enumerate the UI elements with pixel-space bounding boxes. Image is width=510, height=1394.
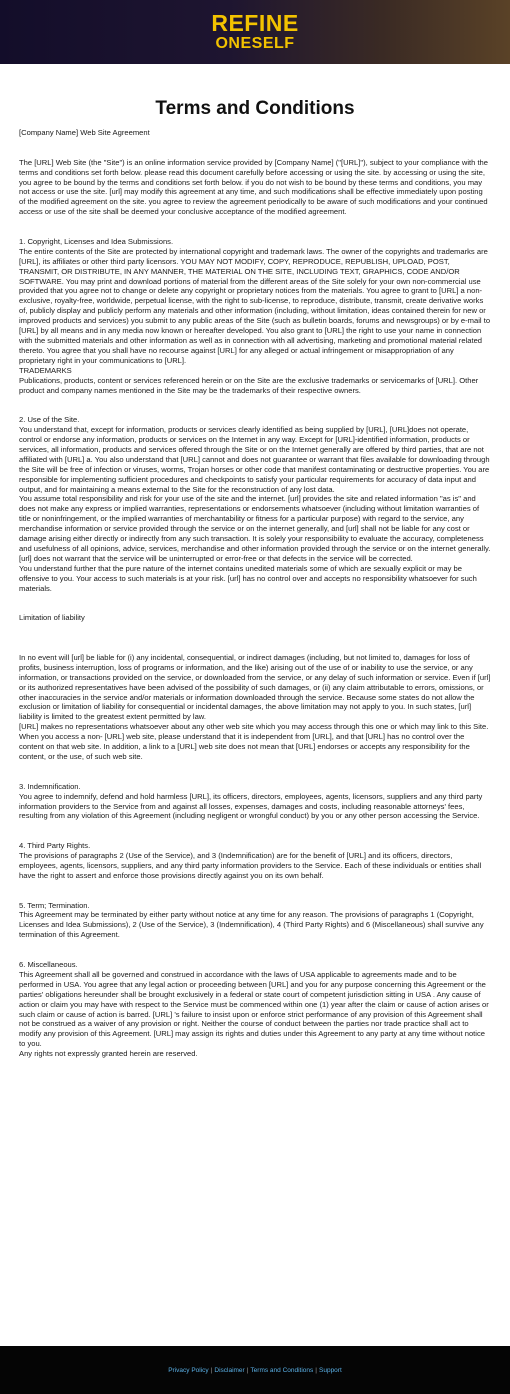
footer-link-privacy-policy[interactable]: Privacy Policy: [168, 1366, 209, 1374]
page-title: Terms and Conditions: [155, 98, 355, 119]
liability-heading: Limitation of liability: [19, 613, 85, 623]
closing-statement: Any rights not expressly granted herein are reserved.: [19, 1049, 198, 1059]
intro-paragraph: The [URL] Web Site (the "Site") is an online information service provided by [Company Name] ("[URL]"), subject to your compliance with the terms and conditions set forth below. please read this document carefully before accessing or using the site. by accessing or using the site, you agree to be bound by the terms and conditions set forth below. if you do not wish to be bound by these terms and conditions, you may not access or use the site. [url] may modify this agreement at any time, and such modifications shall be effective immediately upon posting of the modified agreement on the site. you agree to review the agreement periodically to be aware of such modifications and your continued access or use of the site shall be deemed your conclusive acceptance of the modified agreement.: [19, 157, 488, 217]
section-6-body: This Agreement shall all be governed and construed in accordance with the laws of USA applicable to agreements made and to be performed in USA. You agree that any legal action or proceeding between [URL] and you for any purpose concerning this Agreement or the parties' obligations hereunder shall be brought exclusively in a federal or state court of competent jurisdiction sitting in USA . Any cause of action or claim you may have with respect to the Service must be commenced within one (1) year after the claim or cause of action arises or such claim or cause of action is barred. [URL] 's failure to insist upon or enforce strict performance of any provision of this Agreement shall not be construed as a waiver of any provision or right. Neither the course of conduct between the parties nor trade practice shall act to modify any provision of this Agreement. [URL] may assign its rights and duties under this Agreement to any party at any time without notice to you.: [19, 969, 489, 1049]
footer-separator: |: [210, 1366, 213, 1374]
section-5-heading: 5. Term; Termination.: [19, 900, 90, 910]
section-3-body: You agree to indemnify, defend and hold harmless [URL], its officers, directors, employees, agents, licensors, suppliers and any third party information providers to the Service from and against all losses, expenses, damages and costs, including reasonable attorneys' fees, resulting from any violation of this Agreement (including negligent or wrongful conduct) by you or any other person accessing the Service.: [19, 791, 483, 821]
section-4-heading: 4. Third Party Rights.: [19, 841, 91, 851]
section-5-body: This Agreement may be terminated by either party without notice at any time for any reason. The provisions of paragraphs 1 (Copyright, Licenses and Idea Submissions), 2 (Use of the Service), 3 (Indemnification), 4 (Third Party Rights) and 6 (Miscellaneous) shall survive any termination of this Agreement.: [19, 910, 484, 940]
liability-body-2: [URL] makes no representations whatsoever about any other web site which you may access through this one or which may link to this Site. When you access a non- [URL] web site, please understand that it is independent from [URL], and that [URL] has no control over the content on that web site. In addition, a link to a [URL] web site does not mean that [URL] endorses or accepts any responsibility for the content, or the use, of such web site.: [19, 722, 489, 761]
section-2-body-3: You understand further that the pure nature of the internet contains unedited materials some of which are sexually explicit or may be offensive to you. Your access to such materials is at your risk. [url] has no control over and accepts no responsibility whatsoever for such materials.: [19, 563, 477, 593]
logo-text-line2: ONESELF: [215, 35, 295, 52]
brand-logo[interactable]: [211, 12, 298, 52]
section-4-body: The provisions of paragraphs 2 (Use of the Service), and 3 (Indemnification) are for the benefit of [URL] and its officers, directors, employees, agents, licensors, suppliers, and any third party information providers to the Service. Each of these individuals or entities shall have the right to assert and enforce those provisions directly against you on its own behalf.: [19, 851, 482, 880]
section-1-body: The entire contents of the Site are protected by international copyright and trademark laws. The owner of the copyrights and trademarks are [URL], its affiliates or other third party licensors. YOU MAY NOT MODIFY, COPY, REPRODUCE, REPUBLISH, UPLOAD, POST, TRANSMIT, OR DISTRIBUTE, IN ANY MANNER, THE MATERIAL ON THE SITE, INCLUDING TEXT, GRAPHICS, CODE AND/OR SOFTWARE. You may print and download portions of material from the different areas of the Site solely for your own non-commercial use provided that you agree not to change or delete any copyright or proprietary notices from the materials. You agree to grant to [URL] a non-exclusive, royalty-free, worldwide, perpetual license, with the right to sub-license, to reproduce, distribute, transmit, create derivative works of, publicly display and publicly perform any materials and other information (including, without limitation, ideas contained therein for new or improved products and services) you submit to any public areas of the Site (such as bulletin boards, forums and newsgroups) or by e-mail to [URL] by all means and in any media now known or hereafter developed. You also grant to [URL] the right to use your name in connection with the submitted materials and other information as well as in connection with all advertising, marketing and promotional material related thereto. You agree that you shall have no recourse against [URL] for any alleged or actual infringement or misappropriation of any proprietary right in your communications to [URL].: [19, 246, 491, 365]
logo-text-line1: REFINE: [211, 10, 299, 36]
section-1-heading: 1. Copyright, Licenses and Idea Submissions.: [19, 236, 174, 246]
trademarks-body: Publications, products, content or services referenced herein or on the Site are the exclusive trademarks or servicemarks of [URL]. Other product and company names mentioned in the Site may be the trademarks of their respective owners.: [19, 375, 479, 395]
main-content: [0, 98, 510, 1059]
footer-separator: |: [246, 1366, 249, 1374]
section-2-body-2: You assume total responsibility and risk for your use of the site and the internet. [url] provides the site and related information "as is" and does not make any express or implied warranties, representations or endorsements whatsoever (including without limitation warranties of title or noninfringement, or the implied warranties of merchantability or fitness for a particular purpose) with regard to the service, any merchandise information or service provided through the service or on the internet generally, and [url] shall not be liable for any cost or damage arising either directly or indirectly from any such transaction. It is solely your responsibility to evaluate the accuracy, completeness and usefulness of all opinions, advice, services, merchandise and other information provided through the service or on the internet generally. [url] does not warrant that the service will be uninterrupted or error-free or that defects in the service will be corrected.: [19, 494, 491, 563]
footer-link-support[interactable]: Support: [319, 1366, 342, 1374]
site-footer: [0, 1346, 510, 1394]
footer-link-disclaimer[interactable]: Disclaimer: [214, 1366, 245, 1374]
footer-separator: |: [315, 1366, 317, 1374]
liability-body-1: In no event will [url] be liable for (i) any incidental, consequential, or indirect damages (including, but not limited to, damages for loss of profits, business interruption, loss of programs or information, and the like) arising out of the use of or inability to use the service, or any information, or transactions provided on the service, or downloaded from the service, or any delay of such information or service. Even if [url] or its authorized representatives have been advised of the possibility of such damages, or (ii) any claim attributable to errors, omissions, or other inaccuracies in the service and/or materials or information downloaded through the service. Because some states do not allow the exclusion or limitation of liability for consequential or incidental damages, the above limitation may not apply to you. In such states, [url] liability is limited to the greatest extent permitted by law.: [19, 652, 491, 722]
section-2-body-1: You understand that, except for information, products or services clearly identified as being supplied by [URL], [URL]does not operate, control or endorse any information, products or services on the Internet in any way. Except for [URL]-identified information, products or services, all information, products and services offered through the Site or on the Internet generally are offered by third parties, that are not affiliated with [URL] a. You also understand that [URL] cannot and does not guarantee or warrant that files available for downloading through the Site will be free of infection or viruses, worms, Trojan horses or other code that manifest contaminating or destructive properties. You are responsible for implementing sufficient procedures and checkpoints to satisfy your particular requirements for accuracy of data input and output, and for maintaining a means external to the Site for the reconstruction of any lost data.: [19, 425, 490, 494]
section-3-heading: 3. Indemnification.: [19, 781, 81, 791]
section-6-heading: 6. Miscellaneous.: [19, 959, 78, 969]
trademarks-heading: TRADEMARKS: [19, 365, 72, 375]
site-header: [0, 0, 510, 64]
agreement-subtitle: [Company Name] Web Site Agreement: [19, 128, 150, 137]
footer-link-terms[interactable]: Terms and Conditions: [250, 1366, 314, 1374]
section-2-heading: 2. Use of the Site.: [19, 415, 80, 425]
